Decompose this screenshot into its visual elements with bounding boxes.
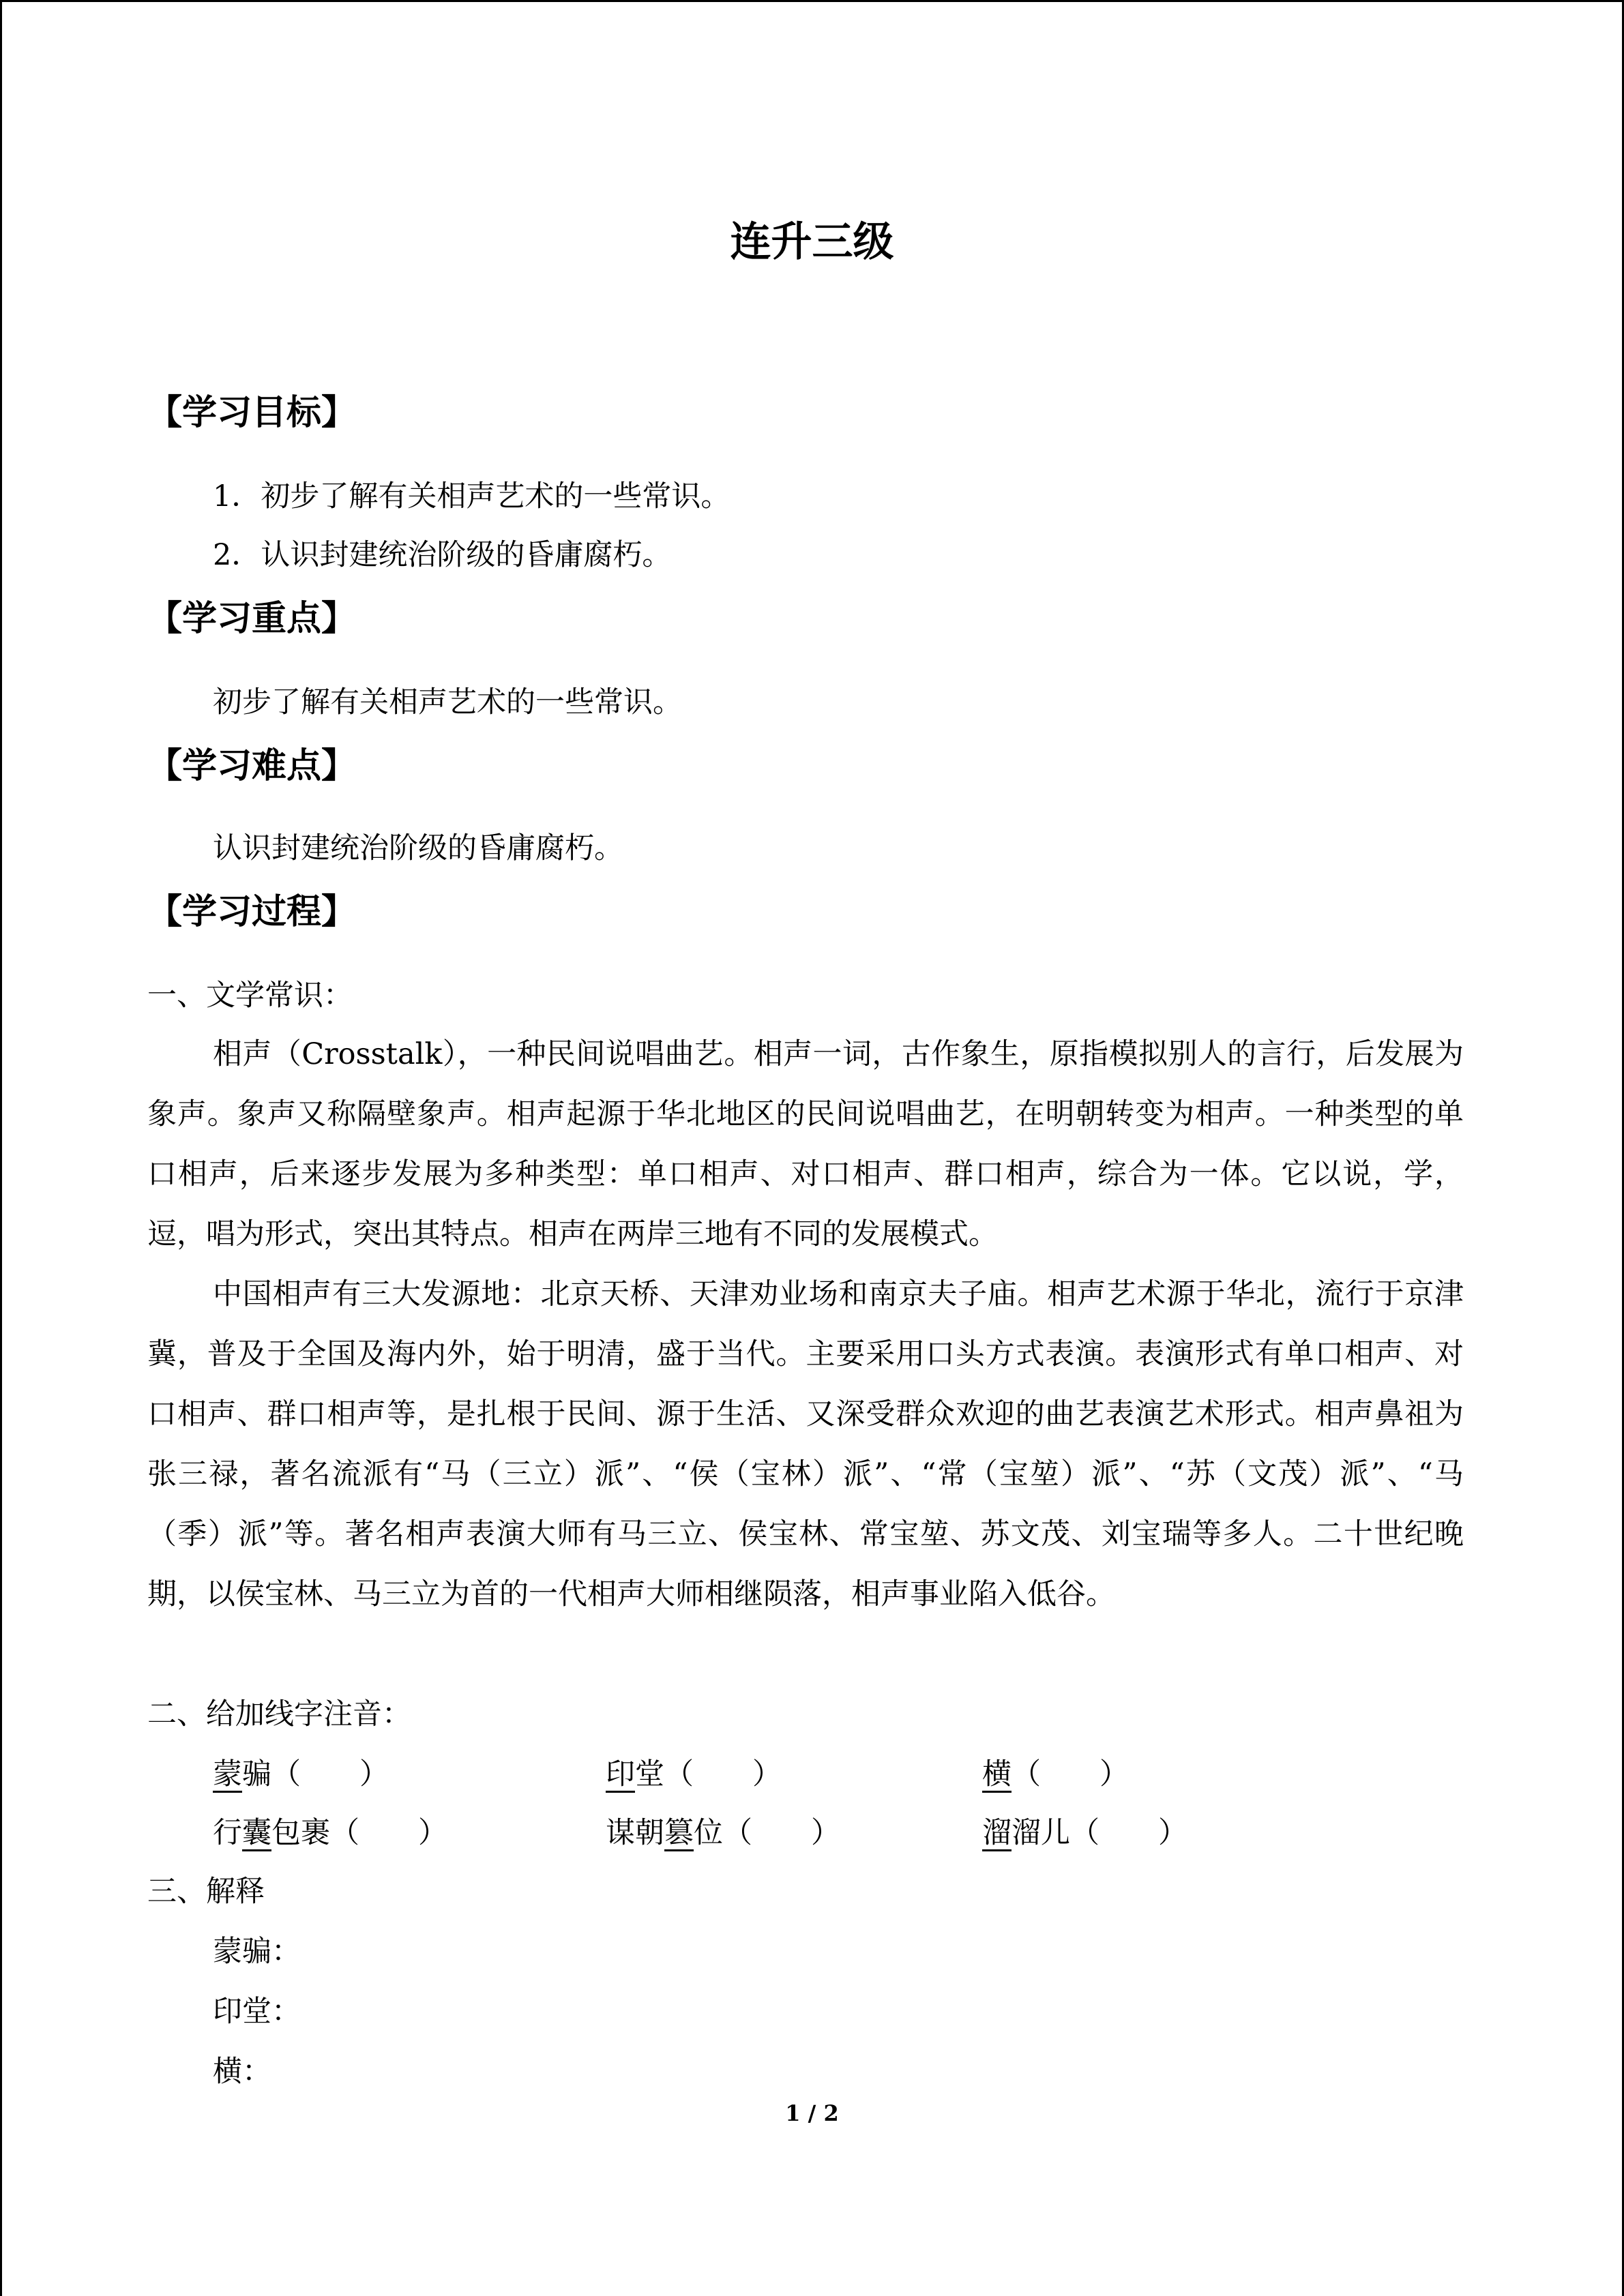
item-suffix: 包裹（ ）: [271, 1816, 447, 1850]
underlined-char: 印: [606, 1757, 635, 1791]
phonetic-item-6: [982, 1813, 1187, 1853]
underlined-char: 囊: [242, 1816, 271, 1850]
underlined-char: 篡: [664, 1816, 694, 1850]
focus-heading: 【学习重点】: [147, 599, 357, 639]
objective-item-2: 2．认识封建统治阶级的昏庸腐朽。: [213, 538, 672, 572]
phonetic-item-3: [982, 1754, 1129, 1795]
underlined-char: 溜: [982, 1816, 1012, 1850]
phonetic-item-4: [213, 1813, 447, 1853]
item-suffix: 溜儿（ ）: [1012, 1816, 1187, 1850]
part3-heading: 三、解释: [147, 1875, 265, 1909]
item-prefix: 谋朝: [606, 1816, 664, 1850]
item-prefix: 行: [213, 1816, 242, 1850]
process-heading: 【学习过程】: [147, 892, 357, 932]
item-suffix: 位（ ）: [694, 1816, 840, 1850]
item-suffix: 堂（ ）: [635, 1757, 782, 1791]
difficulty-heading: 【学习难点】: [147, 746, 357, 786]
phonetic-item-5: [606, 1813, 840, 1853]
explain-item-2: 印堂：: [213, 1995, 301, 2029]
focus-text: 初步了解有关相声艺术的一些常识。: [213, 685, 682, 719]
difficulty-text: 认识封建统治阶级的昏庸腐朽。: [213, 831, 623, 865]
part1-paragraph-1: 相声（Crosstalk），一种民间说唱曲艺。相声一词，古作象生，原指模拟别人的言行，后发展为象声。象声又称隔壁象声。相声起源于华北地区的民间说唱曲艺，在明朝转变为相声。一种类型的单口相声，后来逐步发展为多种类型：单口相声、对口相声、群口相声，综合为一体。它以说，学，逗，唱为形式，突出其特点。相声在两岸三地有不同的发展模式。: [147, 1037, 1464, 1251]
objective-item-1: 1．初步了解有关相声艺术的一些常识。: [213, 479, 730, 513]
part1-paragraph-2: 中国相声有三大发源地：北京天桥、天津劝业场和南京夫子庙。相声艺术源于华北，流行于京津冀，普及于全国及海内外，始于明清，盛于当代。主要采用口头方式表演。表演形式有单口相声、对口相声、群口相声等，是扎根于民间、源于生活、又深受群众欢迎的曲艺表演艺术形式。相声鼻祖为张三禄，著名流派有“马（三立）派”、“侯（宝林）派”、“常（宝堃）派”、“苏（文茂）派”、“马（季）派”等。著名相声表演大师有马三立、侯宝林、常宝堃、苏文茂、刘宝瑞等多人。二十世纪晚期，以侯宝林、马三立为首的一代相声大师相继陨落，相声事业陷入低谷。: [147, 1277, 1464, 1611]
item-suffix: （ ）: [1012, 1757, 1129, 1791]
page-number: 1 / 2: [785, 2100, 839, 2126]
phonetic-item-2: [606, 1754, 782, 1795]
underlined-char: 横: [982, 1757, 1012, 1791]
explain-item-1: 蒙骗：: [213, 1935, 301, 1969]
part1-heading: 一、文学常识：: [147, 979, 353, 1013]
phonetic-item-1: [213, 1754, 389, 1795]
part2-heading: 二、给加线字注音：: [147, 1697, 411, 1731]
item-suffix: 骗（ ）: [242, 1757, 389, 1791]
page-title: 连升三级: [730, 218, 894, 266]
explain-item-3: 横：: [213, 2055, 271, 2089]
objectives-heading: 【学习目标】: [147, 393, 357, 433]
underlined-char: 蒙: [213, 1757, 242, 1791]
